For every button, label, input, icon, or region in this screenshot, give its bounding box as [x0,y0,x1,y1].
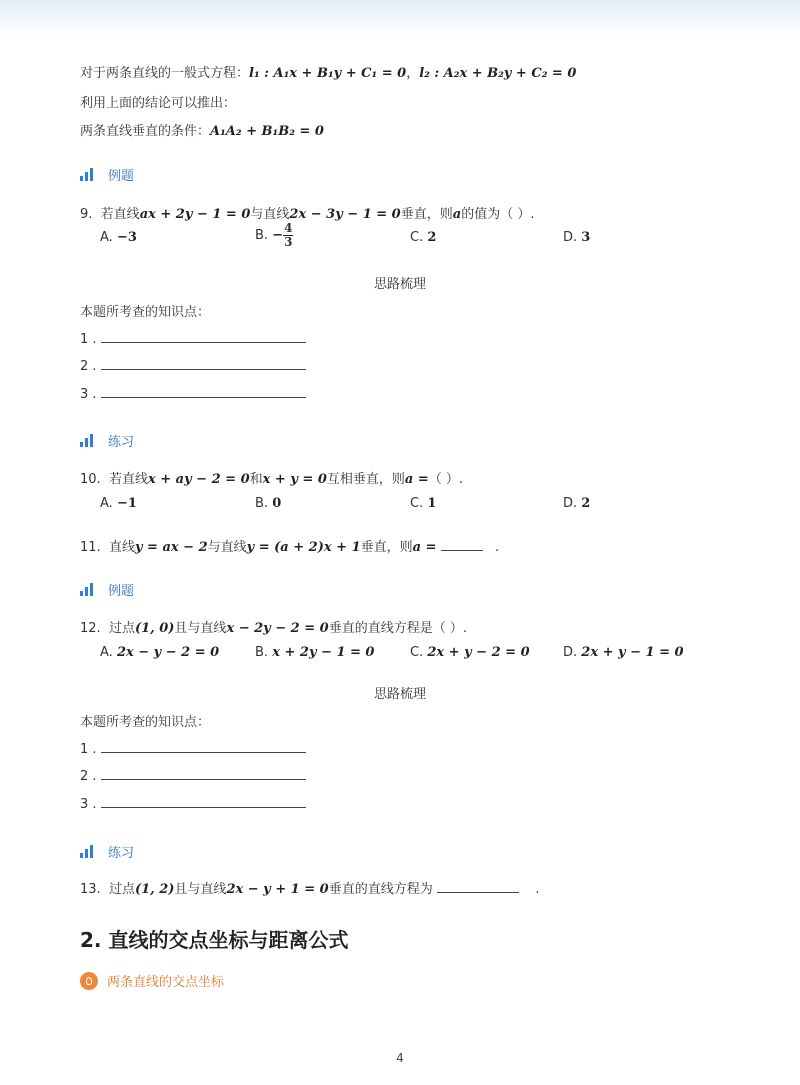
bar-chart-icon [80,845,98,858]
q10-option-a[interactable]: A. −1 [100,496,137,511]
thinking-title-1: 思路梳理 [373,277,426,292]
intro-line-1: 对于两条直线的一般式方程：l₁ : A₁x + B₁y + C₁ = 0，l₂ : A₂x + B₂y + C₂ = 0 [80,66,577,81]
question-9: 9. 若直线ax + 2y − 1 = 0与直线2x − 3y − 1 = 0垂直，则a的值为（ ）. [80,207,535,222]
intro-line-2: 利用上面的结论可以推出： [80,96,237,111]
q12-option-c[interactable]: C. 2x + y − 2 = 0 [410,645,530,660]
answer-blank[interactable] [101,385,306,398]
knowledge-item-1: 1 . [80,740,306,757]
chapter-subtitle: 两条直线的交点坐标 [80,971,224,990]
section-practice-1: 练习 [80,431,134,450]
thinking-title-2: 思路梳理 [373,687,426,702]
section-example-1: 例题 [80,165,134,184]
q9-option-d[interactable]: D. 3 [563,230,591,245]
q9-option-c[interactable]: C. 2 [410,230,437,245]
knowledge-item-2: 2 . [80,357,306,374]
knowledge-item-3: 3 . [80,795,306,812]
fraction: $\frac{4}{3}$ [284,221,293,249]
q10-option-b[interactable]: B. 0 [255,496,282,511]
bar-chart-icon [80,168,98,181]
q12-option-d[interactable]: D. 2x + y − 1 = 0 [563,645,684,660]
answer-blank[interactable] [101,357,306,370]
question-10: 10. 若直线x + ay − 2 = 0和x + y = 0互相垂直，则a =（ ）. [80,472,464,487]
question-12: 12. 过点(1, 0)且与直线x − 2y − 2 = 0垂直的直线方程是（ ）. [80,621,467,636]
q9-option-b[interactable]: B. − $\frac{4}{3}$ [255,221,293,249]
answer-blank[interactable] [101,740,306,753]
page-number: 4 [396,1051,404,1065]
section-practice-2: 练习 [80,842,134,861]
answer-blank[interactable] [101,330,306,343]
bar-chart-icon [80,434,98,447]
knowledge-label-2: 本题所考查的知识点： [80,715,211,730]
question-13: 13. 过点(1, 2)且与直线2x − y + 1 = 0垂直的直线方程为 . [80,882,540,897]
perpendicular-condition: A₁A₂ + B₁B₂ = 0 [210,124,324,139]
section-example-2: 例题 [80,580,134,599]
q9-option-a[interactable]: A. −3 [100,230,137,245]
lightbulb-icon [80,972,98,990]
q12-option-a[interactable]: A. 2x − y − 2 = 0 [100,645,220,660]
knowledge-item-3: 3 . [80,385,306,402]
knowledge-item-2: 2 . [80,767,306,784]
header-band [0,0,800,38]
q10-option-d[interactable]: D. 2 [563,496,591,511]
intro-line-3: 两条直线垂直的条件：A₁A₂ + B₁B₂ = 0 [80,124,324,139]
answer-blank[interactable] [437,880,519,893]
answer-blank[interactable] [101,767,306,780]
bar-chart-icon [80,583,98,596]
knowledge-item-1: 1 . [80,330,306,347]
l2-equation: l₂ : A₂x + B₂y + C₂ = 0 [419,66,577,81]
l1-equation: l₁ : A₁x + B₁y + C₁ = 0 [249,66,407,81]
knowledge-label-1: 本题所考查的知识点： [80,305,211,320]
answer-blank[interactable] [441,538,483,551]
q12-option-b[interactable]: B. x + 2y − 1 = 0 [255,645,375,660]
answer-blank[interactable] [101,795,306,808]
chapter-title: 2. 直线的交点坐标与距离公式 [80,928,349,952]
q10-option-c[interactable]: C. 1 [410,496,437,511]
question-11: 11. 直线y = ax − 2与直线y = (a + 2)x + 1垂直，则a = . [80,540,500,555]
